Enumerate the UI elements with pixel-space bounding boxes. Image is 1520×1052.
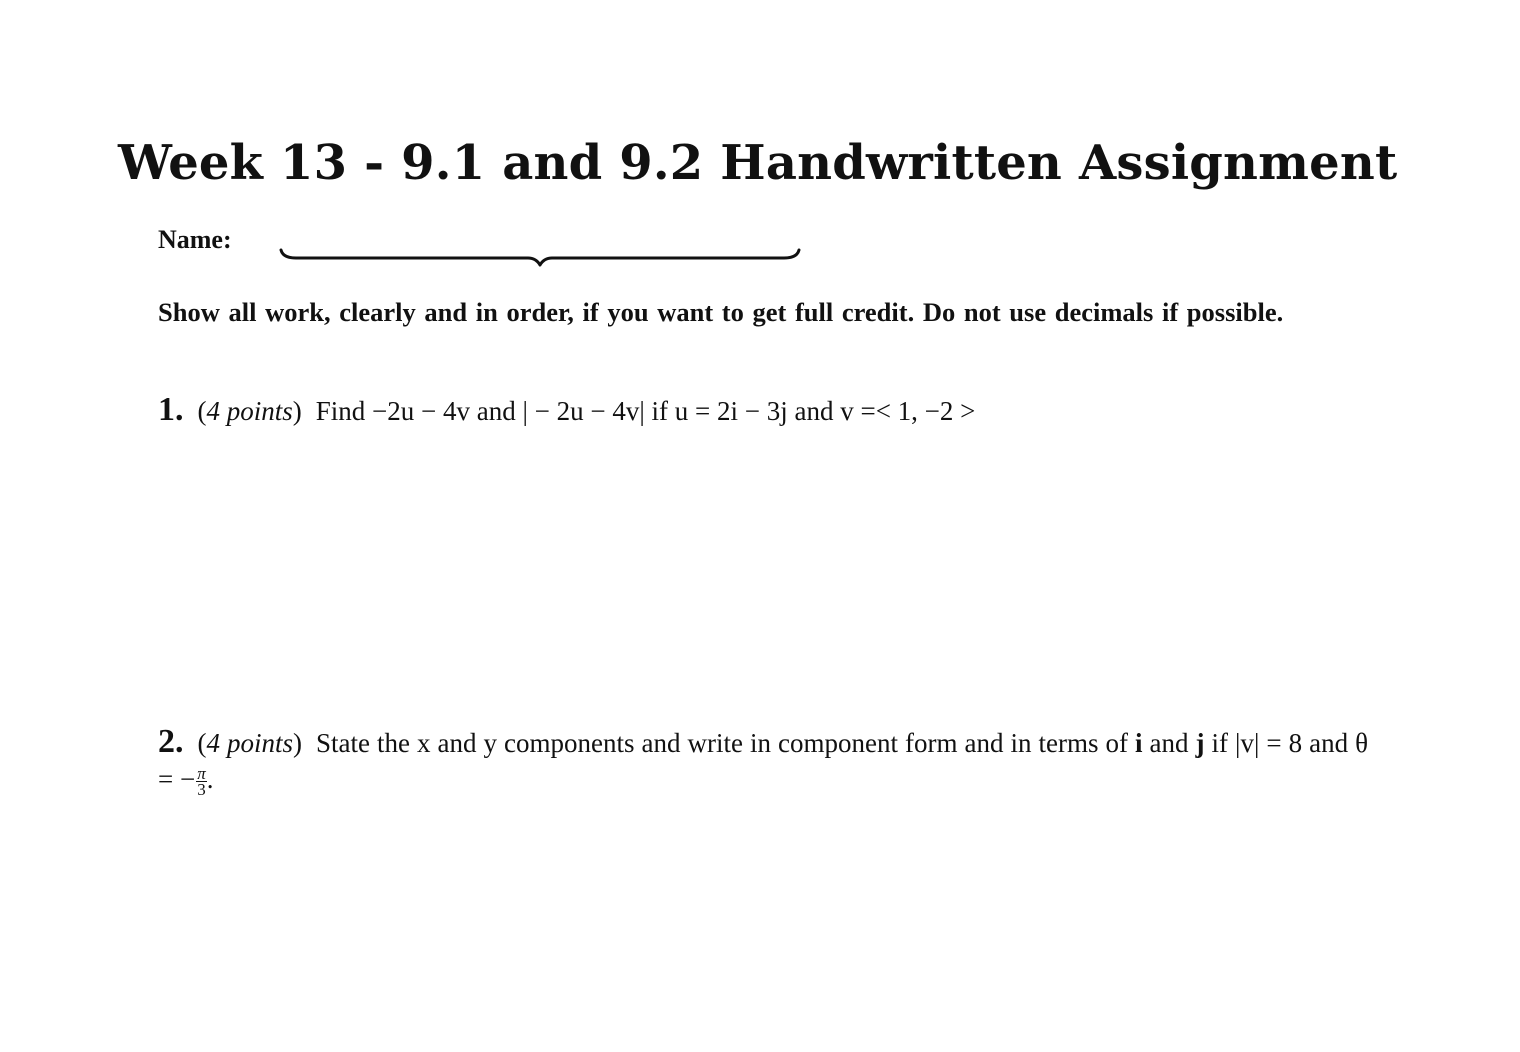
problem-points: 4 points [206, 728, 294, 758]
math-expression: u = 2i − 3j [674, 396, 788, 426]
problem-number: 1. [158, 391, 184, 428]
problem-2: 2. (4 points) State the x and y components and write in component form and in terms of i and j if |v| = 8 and θ = − $\frac{\pi}{3}$ . [158, 723, 1369, 799]
math-expression: | − 2u − 4v| [522, 396, 645, 426]
problem-1: 1. (4 points) Find −2u − 4v and | − 2u − 4v| if u = 2i − 3j and v =< 1, −2 > [158, 391, 976, 428]
instructions: Show all work, clearly and in order, if you want to get full credit. Do not use decimals if possible. [158, 297, 1284, 327]
name-underbrace[interactable] [278, 244, 802, 268]
name-label: Name: [158, 225, 232, 254]
math-expression: |v| = 8 [1235, 728, 1303, 758]
fraction: $\frac{\pi}{3}$ [197, 764, 206, 799]
math-expression: −2u − 4v [372, 396, 471, 426]
problem-points: 4 points [206, 396, 293, 426]
math-expression: θ = − [158, 728, 1369, 794]
problem-text: Find [315, 396, 366, 426]
math-expression: v =< 1, −2 > [840, 396, 976, 426]
problem-text: State the x and y components and write in component form and in terms of [316, 728, 1128, 758]
page-title: Week 13 - 9.1 and 9.2 Handwritten Assignment [118, 135, 1398, 191]
name-field [158, 220, 818, 270]
problem-number: 2. [158, 723, 184, 760]
math-symbol: i [1134, 728, 1143, 758]
math-symbol: j [1195, 728, 1205, 758]
